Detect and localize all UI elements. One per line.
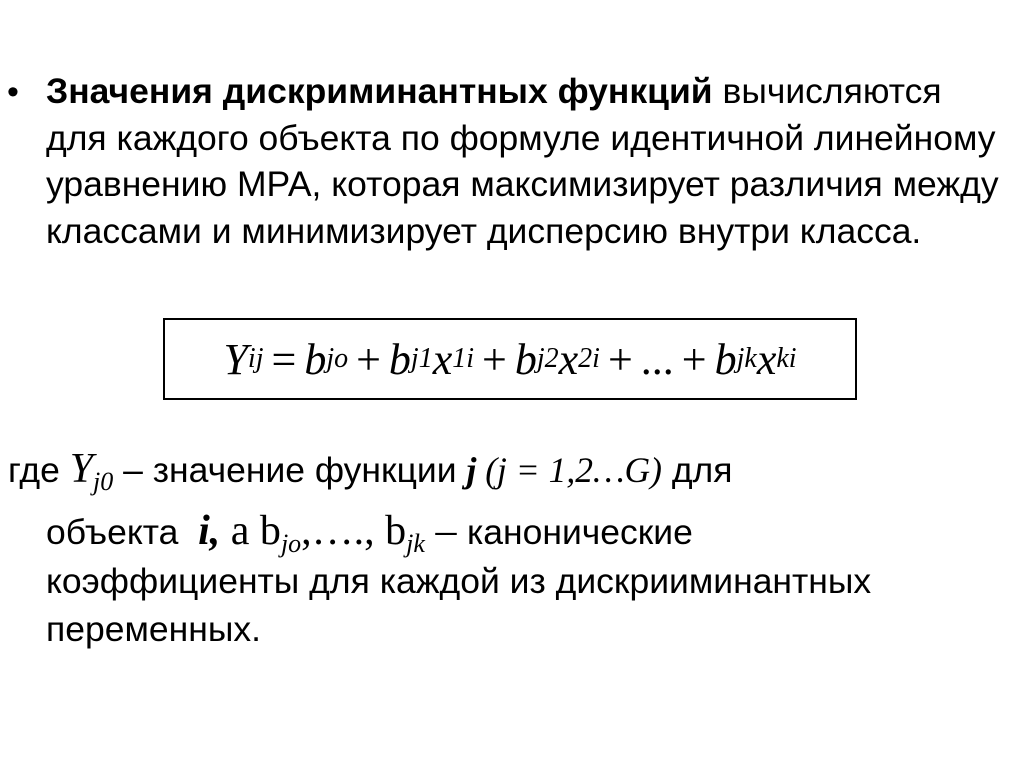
formula-plus: + — [681, 334, 707, 384]
where-tail1: для — [661, 450, 733, 490]
formula-box — [163, 318, 857, 400]
formula-Y: Y — [223, 334, 248, 384]
where-lead: где — [8, 450, 60, 490]
where-Y-sub: j0 — [93, 467, 114, 496]
formula-eq: = — [271, 334, 297, 384]
bullet-body: вычисляются для каждого объекта по формуле идентичной линейному уравнению МРА, которая максимизирует различия между классами и минимизирует дисперсию внутри класса. — [46, 71, 999, 251]
where-b-sub2: jk — [406, 529, 425, 558]
formula-x2: x — [558, 334, 579, 384]
where-Y: Y — [69, 446, 94, 492]
formula-bk: b — [714, 334, 737, 384]
formula-xk: x — [756, 334, 777, 384]
formula-Y-sub: ij — [247, 343, 264, 374]
where-dash2: – — [424, 508, 467, 554]
bullet-text — [46, 68, 1006, 254]
where-obj: объекта — [46, 512, 179, 552]
bullet-lead-bold: Значения дискриминантных функций — [46, 71, 713, 111]
where-a-b: а b — [220, 508, 281, 554]
formula-dots: ... — [640, 334, 674, 384]
where-range: (j = 1,2…G) — [476, 450, 662, 490]
where-i: i, — [198, 508, 221, 554]
bullet-dot: • — [7, 73, 19, 111]
formula-x2-sub: 2i — [578, 343, 600, 374]
formula-b1-sub: j1 — [410, 343, 433, 374]
where-line-1 — [8, 444, 733, 495]
formula-b1: b — [388, 334, 411, 384]
formula-xk-sub: ki — [776, 343, 797, 374]
formula-x1: x — [432, 334, 453, 384]
where-line-4: переменных. — [46, 609, 261, 649]
where-canon: канонические — [466, 512, 693, 552]
formula-b2: b — [514, 334, 537, 384]
formula-bk-sub: jk — [736, 343, 757, 374]
formula-plus: + — [607, 334, 633, 384]
where-line-3: коэффициенты для каждой из дискрииминантных — [46, 561, 872, 601]
formula-b0-sub: jo — [326, 343, 349, 374]
formula-b0: b — [304, 334, 327, 384]
formula-plus: + — [356, 334, 381, 384]
where-line-2 — [46, 506, 693, 557]
where-j: j — [466, 450, 477, 490]
where-dots: ,…., b — [301, 508, 407, 554]
where-b-sub1: jo — [280, 529, 302, 558]
formula-x1-sub: 1i — [452, 343, 475, 374]
formula-plus: + — [482, 334, 507, 384]
formula-b2-sub: j2 — [536, 343, 559, 374]
where-dash1: – значение функции — [113, 450, 467, 490]
